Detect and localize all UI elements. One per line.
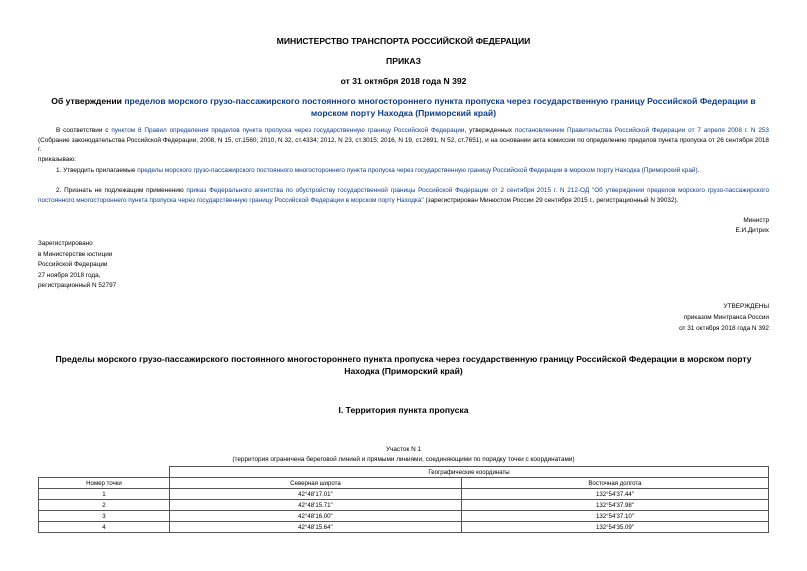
approved-line: от 31 октября 2018 года N 392	[679, 325, 769, 332]
table-row	[39, 522, 769, 533]
group-header-cell: Географические координаты	[170, 467, 769, 478]
registration-line: в Министерстве юстиции	[38, 250, 113, 258]
point-number-cell: 2	[39, 500, 170, 511]
appendix-title: Пределы морского грузо-пассажирского постоянного многостороннего пункта пропуска через государственную границу Российской Федерации в морском порту Находка (Приморский край)	[55, 354, 752, 376]
latitude-cell: 42°48'16.00"	[170, 511, 462, 522]
document-title	[38, 95, 769, 119]
latitude-cell: 42°48'17.01"	[170, 489, 462, 500]
table-group-header-row	[39, 467, 769, 478]
item-2-end: (зарегистрирован Минюстом России 29 сентября 2015 г., регистрационный N 39032).	[423, 196, 679, 204]
point-number-cell: 1	[39, 489, 170, 500]
signature-block	[735, 216, 769, 236]
registration-line: Российской Федерации	[38, 261, 108, 268]
registration-line: 27 ноября 2018 года,	[38, 271, 101, 279]
limits-link[interactable]: пределы морского грузо-пассажирского постоянного многостороннего пункта пропуска через государственную границу Российской Федерации в морском порту Находка (Приморский край)	[137, 167, 698, 174]
approved-line: УТВЕРЖДЕНЫ	[723, 303, 769, 310]
item-1-text: 1. Утвердить прилагаемые	[56, 167, 138, 174]
government-decree-link[interactable]: постановлением Правительства Российской Федерации от 7 апреля 2008 г. N 253	[514, 127, 769, 134]
item-1-paragraph	[38, 166, 769, 176]
preamble-paragraph	[38, 126, 769, 155]
longitude-cell: 132°54'37.10"	[461, 511, 768, 522]
table-corner-cell	[39, 467, 170, 478]
signature-name: Е.И.Дитрих	[735, 227, 769, 234]
column-header-longitude: Восточная долгота	[461, 478, 768, 489]
order-word: приказываю:	[38, 156, 76, 163]
coordinates-table	[38, 466, 769, 533]
rules-link[interactable]: пунктом 8 Правил определения пределов пункта пропуска через государственную границу Российской Федерации	[111, 127, 465, 134]
column-header-point: Номер точки	[39, 478, 170, 489]
longitude-cell: 132°54'35.09"	[461, 522, 768, 533]
title-prefix: Об утверждении	[51, 96, 125, 106]
agency-order-link[interactable]: приказ Федерального агентства по обустройству государственной границы Российской Федерации от 2 сентября 2015 г. N 212-ОД "Об утверждении пределов морского грузо-пассажирского постоянного многостороннего пункта пропуска через государственную границу Российской Федерации в морском порту Находка"	[38, 187, 769, 204]
table-row	[39, 500, 769, 511]
plot-description: (территория ограничена береговой линией и прямыми линиями, соединяющими по порядку точки с координатами)	[232, 456, 575, 463]
section-title: I. Территория пункта пропуска	[338, 405, 469, 415]
title-link[interactable]: пределов морского грузо-пассажирского постоянного многостороннего пункта пропуска через государственную границу Российской Федерации в морском порту Находка (Приморский край)	[124, 96, 756, 118]
registration-line: регистрационный N 52797	[38, 282, 117, 289]
approved-block	[679, 301, 769, 334]
longitude-cell: 132°54'37.44"	[461, 489, 768, 500]
doc-date-number: от 31 октября 2018 года N 392	[340, 76, 467, 86]
longitude-cell: 132°54'37.98"	[461, 500, 768, 511]
table-header-row	[39, 478, 769, 489]
ministry-heading: МИНИСТЕРСТВО ТРАНСПОРТА РОССИЙСКОЙ ФЕДЕРАЦИИ	[276, 36, 531, 46]
table-row	[39, 489, 769, 500]
approved-line: приказом Минтранса России	[683, 314, 769, 321]
point-number-cell: 3	[39, 511, 170, 522]
item-2-paragraph	[38, 186, 769, 205]
preamble-text-1: В соответствии с	[56, 127, 112, 134]
plot-name: Участок N 1	[385, 446, 422, 453]
latitude-cell: 42°48'15.64"	[170, 522, 462, 533]
doc-type-heading: ПРИКАЗ	[386, 56, 421, 66]
table-row	[39, 511, 769, 522]
point-number-cell: 4	[39, 522, 170, 533]
registration-line: Зарегистрировано	[38, 240, 93, 247]
preamble-text-3: (Собрание законодательства Российской Федерации, 2008, N 15, ст.1560; 2010, N 32, ст.4334; 2012, N 23, ст.3015; 2016, N 19, ст.2691, N 52, ст.7651), и на основании акта комиссии по определению пределов пункта пропуска от 26 сентября 2018 г.	[38, 136, 769, 154]
item-1-end: .	[697, 167, 700, 174]
registration-block	[38, 239, 116, 292]
item-2-text: 2. Признать не подлежащим применению	[56, 187, 187, 194]
column-header-latitude: Северная широта	[170, 478, 462, 489]
signature-position: Министр	[743, 217, 769, 224]
latitude-cell: 42°48'15.71"	[170, 500, 462, 511]
preamble-text-2: , утвержденных	[464, 127, 515, 134]
